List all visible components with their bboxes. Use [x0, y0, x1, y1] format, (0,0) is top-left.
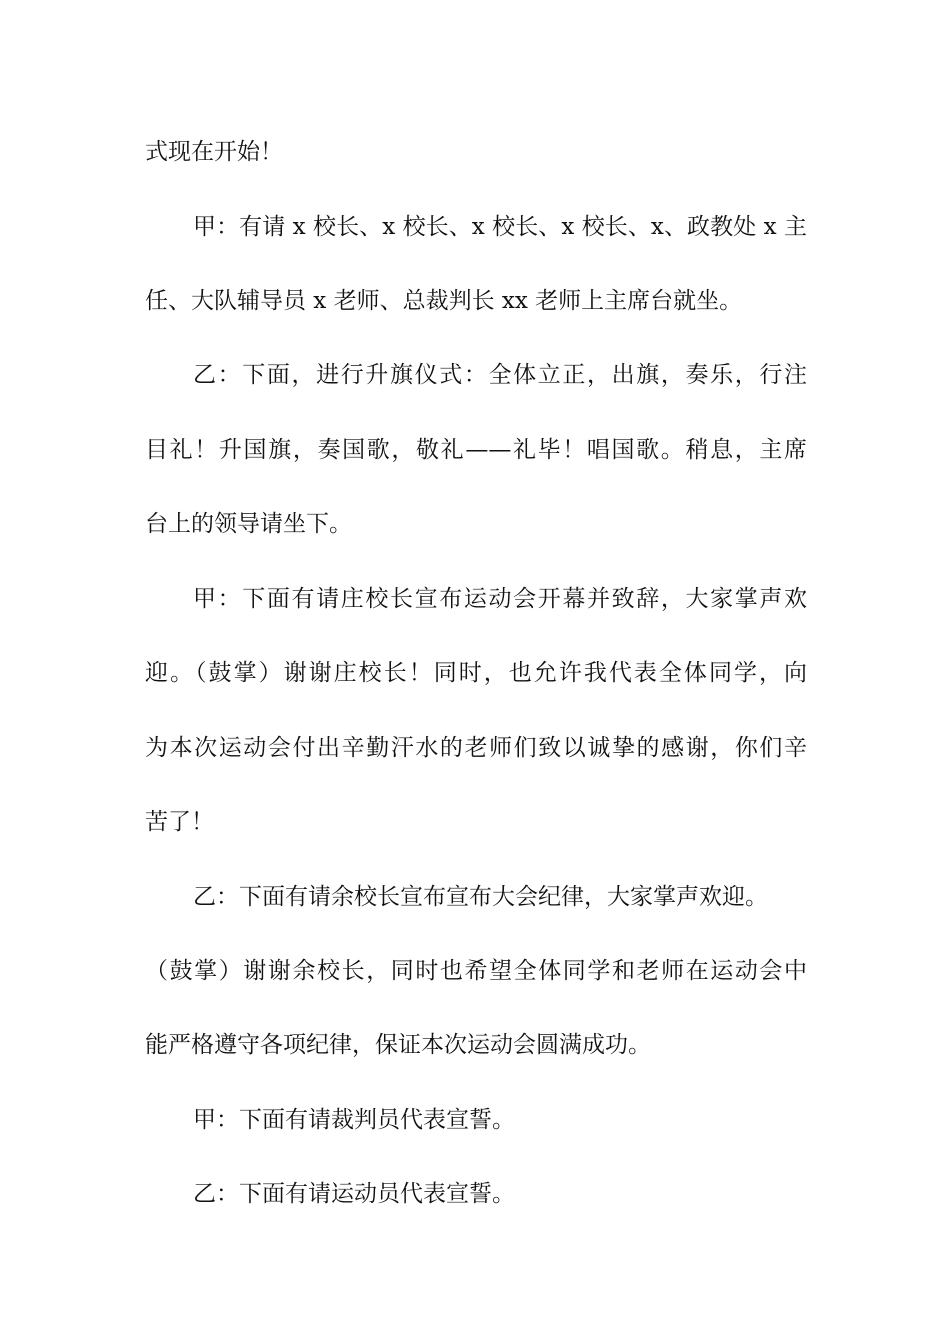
text-line: 目礼！升国旗，奏国歌，敬礼——礼毕！唱国歌。稍息，主席: [145, 437, 807, 463]
text-line: 为本次运动会付出辛勤汗水的老师们致以诚挚的感谢，你们辛: [145, 735, 807, 761]
text-line: 乙：下面有请余校长宣布宣布大会纪律，大家掌声欢迎。: [193, 884, 768, 910]
text-line: 苦了！: [145, 809, 214, 835]
text-line: 式现在开始！: [145, 139, 283, 165]
text-line: （鼓掌）谢谢余校长，同时也希望全体同学和老师在运动会中: [145, 958, 807, 984]
text-line: 乙：下面，进行升旗仪式：全体立正，出旗，奏乐，行注: [193, 362, 807, 388]
text-line: 甲：下面有请裁判员代表宣誓。: [193, 1107, 515, 1133]
text-line: 甲：有请 x 校长、x 校长、x 校长、x 校长、x、政教处 x 主: [193, 214, 807, 240]
text-line: 迎。（鼓掌）谢谢庄校长！同时，也允许我代表全体同学，向: [145, 660, 807, 686]
text-line: 能严格遵守各项纪律，保证本次运动会圆满成功。: [145, 1032, 651, 1058]
text-line: 任、大队辅导员 x 老师、总裁判长 xx 老师上主席台就坐。: [145, 288, 743, 314]
text-line: 甲：下面有请庄校长宣布运动会开幕并致辞，大家掌声欢: [193, 586, 807, 612]
text-line: 乙：下面有请运动员代表宣誓。: [193, 1181, 515, 1207]
text-line: 台上的领导请坐下。: [145, 511, 352, 537]
